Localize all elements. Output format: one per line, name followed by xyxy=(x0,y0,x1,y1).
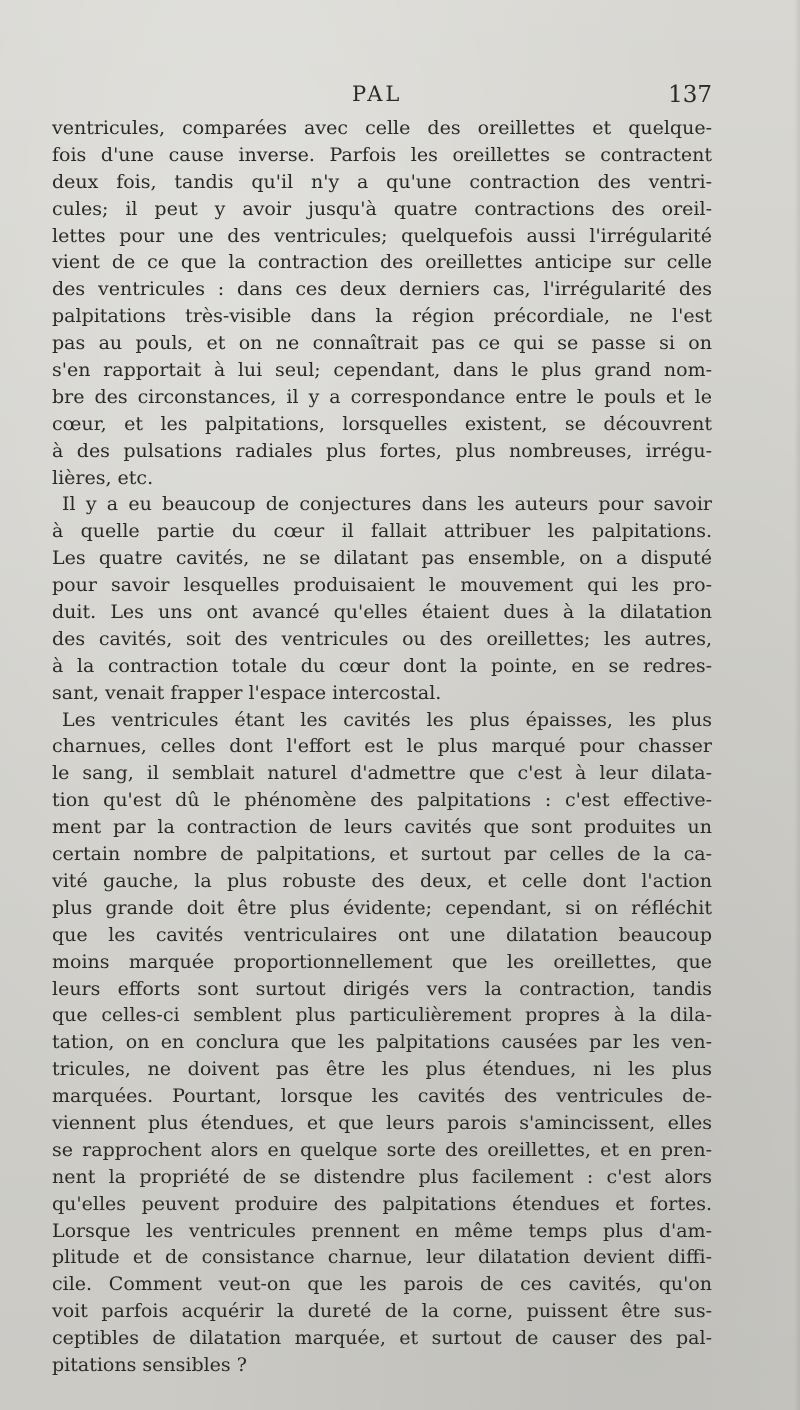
text-line: à quelle partie du cœur il fallait attribuer les palpitations. xyxy=(52,520,712,543)
text-line: qu'elles peuvent produire des palpitations étendues et fortes. xyxy=(52,1192,712,1215)
text-line: charnues, celles dont l'effort est le plus marqué pour chasser xyxy=(52,735,712,758)
text-line: Il y a eu beaucoup de conjectures dans les auteurs pour savoir xyxy=(62,493,712,516)
text-line: le sang, il semblait naturel d'admettre que c'est à leur dilata- xyxy=(52,762,712,785)
text-line: cœur, et les palpitations, lorsquelles existent, se découvrent xyxy=(52,412,712,435)
text-line: leurs efforts sont surtout dirigés vers la contraction, tandis xyxy=(52,977,712,1000)
text-line: vité gauche, la plus robuste des deux, et celle dont l'action xyxy=(52,869,712,892)
text-line: ceptibles de dilatation marquée, et surtout de causer des pal- xyxy=(52,1327,712,1350)
running-head xyxy=(52,82,712,114)
page-number: 137 xyxy=(668,82,712,108)
text-line: cules; il peut y avoir jusqu'à quatre contractions des oreil- xyxy=(52,197,712,220)
text-line: deux fois, tandis qu'il n'y a qu'une contraction des ventri- xyxy=(52,170,712,193)
text-line: Les quatre cavités, ne se dilatant pas ensemble, on a disputé xyxy=(52,547,712,570)
text-line: lières, etc. xyxy=(52,466,154,489)
text-line: des ventricules : dans ces deux derniers cas, l'irrégularité des xyxy=(52,278,712,301)
text-line: cile. Comment veut-on que les parois de ces cavités, qu'on xyxy=(52,1273,712,1296)
text-line: plitude et de consistance charnue, leur dilatation devient diffi- xyxy=(52,1246,712,1269)
text-line: bre des circonstances, il y a correspondance entre le pouls et le xyxy=(52,385,712,408)
body-text xyxy=(52,115,712,1379)
text-line: tricules, ne doivent pas être les plus étendues, ni les plus xyxy=(52,1058,712,1081)
text-line: fois d'une cause inverse. Parfois les oreillettes se contractent xyxy=(52,143,712,166)
text-line: tion qu'est dû le phénomène des palpitations : c'est effective- xyxy=(52,789,712,812)
page-edge-shadow xyxy=(794,0,800,1410)
text-line: s'en rapportait à lui seul; cependant, dans le plus grand nom- xyxy=(52,359,712,382)
text-line: ventricules, comparées avec celle des oreillettes et quelque- xyxy=(52,117,712,139)
text-line: palpitations très-visible dans la région précordiale, ne l'est xyxy=(52,305,712,328)
text-line: sant, venait frapper l'espace intercostal. xyxy=(52,681,442,704)
text-line: ment par la contraction de leurs cavités que sont produites un xyxy=(52,816,712,839)
text-line: à des pulsations radiales plus fortes, plus nombreuses, irrégu- xyxy=(52,439,712,462)
text-line: que les cavités ventriculaires ont une dilatation beaucoup xyxy=(52,923,712,946)
text-line: pitations sensibles ? xyxy=(52,1353,247,1376)
text-line: vient de ce que la contraction des oreillettes anticipe sur celle xyxy=(52,251,712,274)
text-line: se rapprochent alors en quelque sorte des oreillettes, et en pren- xyxy=(52,1138,712,1161)
text-line: à la contraction totale du cœur dont la pointe, en se redres- xyxy=(52,654,712,677)
text-line: lettes pour une des ventricules; quelquefois aussi l'irrégularité xyxy=(52,224,712,247)
text-line: viennent plus étendues, et que leurs parois s'amincissent, elles xyxy=(52,1111,712,1134)
text-line: voit parfois acquérir la dureté de la corne, puissent être sus- xyxy=(52,1300,712,1323)
text-line: duit. Les uns ont avancé qu'elles étaient dues à la dilatation xyxy=(52,601,712,624)
text-line: Les ventricules étant les cavités les plus épaisses, les plus xyxy=(62,708,712,731)
text-line: pas au pouls, et on ne connaîtrait pas ce qui se passe si on xyxy=(52,332,712,355)
text-line: certain nombre de palpitations, et surtout par celles de la ca- xyxy=(52,843,712,866)
text-line: tation, on en conclura que les palpitations causées par les ven- xyxy=(52,1031,712,1054)
text-line: que celles-ci semblent plus particulièrement propres à la dila- xyxy=(52,1004,712,1027)
text-line: marquées. Pourtant, lorsque les cavités des ventricules de- xyxy=(52,1085,712,1108)
text-line: nent la propriété de se distendre plus facilement : c'est alors xyxy=(52,1165,712,1188)
running-head-title: PAL xyxy=(352,82,403,106)
text-line: plus grande doit être plus évidente; cependant, si on réfléchit xyxy=(52,896,712,919)
text-line: Lorsque les ventricules prennent en même temps plus d'am- xyxy=(52,1219,712,1242)
text-line: pour savoir lesquelles produisaient le mouvement qui les pro- xyxy=(52,574,712,597)
text-line: moins marquée proportionnellement que les oreillettes, que xyxy=(52,950,712,973)
text-line: des cavités, soit des ventricules ou des oreillettes; les autres, xyxy=(52,627,712,650)
